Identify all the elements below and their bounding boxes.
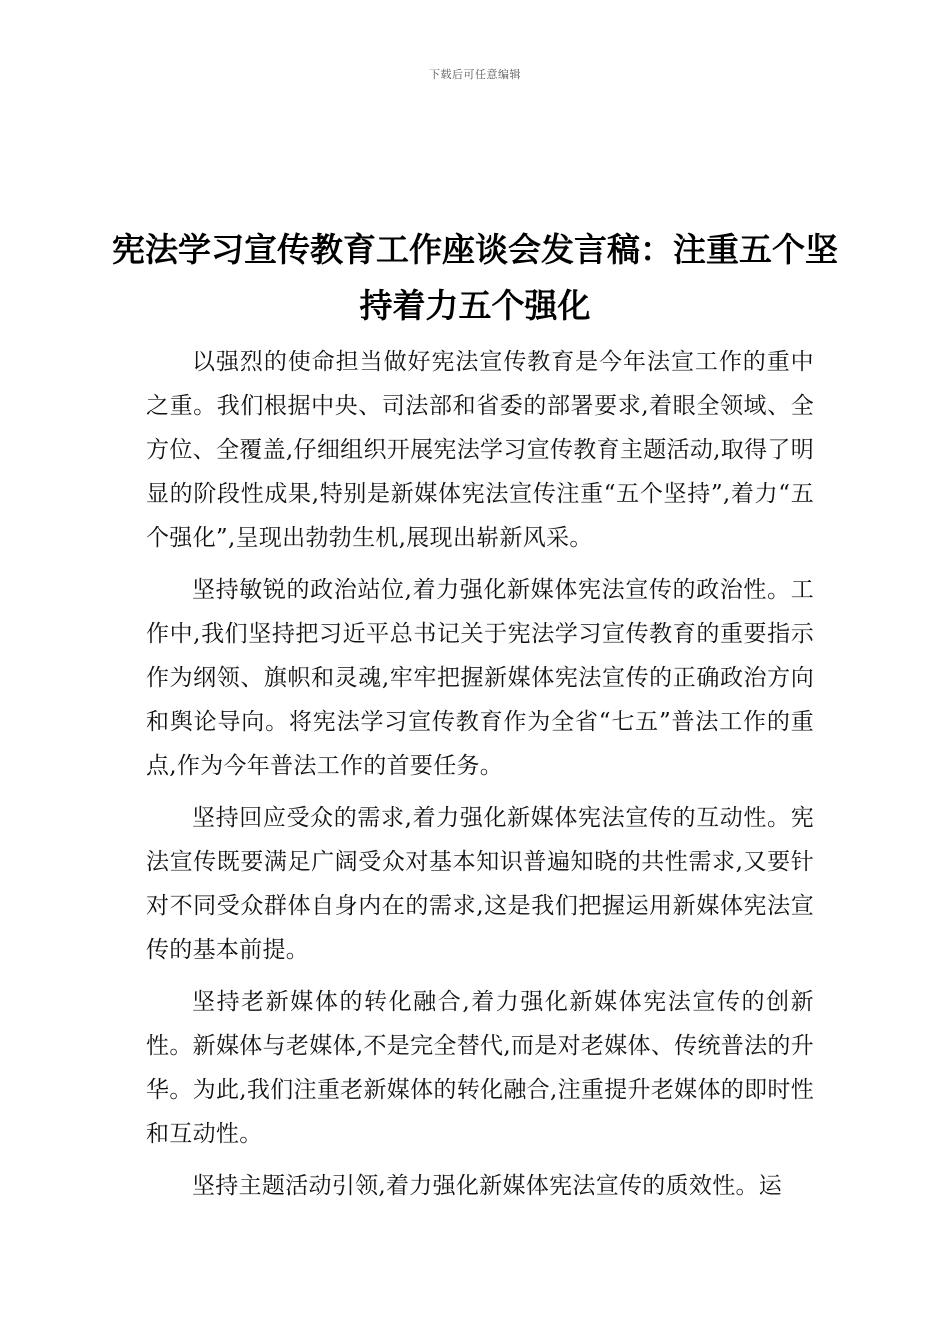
paragraph-innovation: 坚持老新媒体的转化融合,着力强化新媒体宪法宣传的创新性。新媒体与老媒体,不是完全替代,而是对老媒体、传统普法的升华。为此,我们注重老新媒体的转化融合,注重提升老媒体的即时性和互动性。 [146,989,814,1147]
paragraph-interactive: 坚持回应受众的需求,着力强化新媒体宪法宣传的互动性。宪法宣传既要满足广阔受众对基本知识普遍知晓的共性需求,又要针对不同受众群体自身内在的需求,这是我们把握运用新媒体宪法宣传的基本前提。 [146,805,814,963]
paragraph-effectiveness: 坚持主题活动引领,着力强化新媒体宪法宣传的质效性。运 [192,1173,783,1199]
document-body [146,340,814,1208]
paragraph-political: 坚持敏锐的政治站位,着力强化新媒体宪法宣传的政治性。工作中,我们坚持把习近平总书记关于宪法学习宣传教育的重要指示作为纲领、旗帜和灵魂,牢牢把握新媒体宪法宣传的正确政治方向和舆论导向。将宪法学习宣传教育作为全省“七五”普法工作的重点,作为今年普法工作的首要任务。 [146,577,814,779]
document-title: 宪法学习宣传教育工作座谈会发言稿：注重五个坚持着力五个强化 [112,230,838,325]
paragraph-intro: 以强烈的使命担当做好宪法宣传教育是今年法宣工作的重中之重。我们根据中央、司法部和省委的部署要求,着眼全领域、全方位、全覆盖,仔细组织开展宪法学习宣传教育主题活动,取得了明显的阶段性成果,特别是新媒体宪法宣传注重“五个坚持”,着力“五个强化”,呈现出勃勃生机,展现出崭新风采。 [146,349,814,551]
header-note: 下载后可任意编辑 [429,68,521,81]
